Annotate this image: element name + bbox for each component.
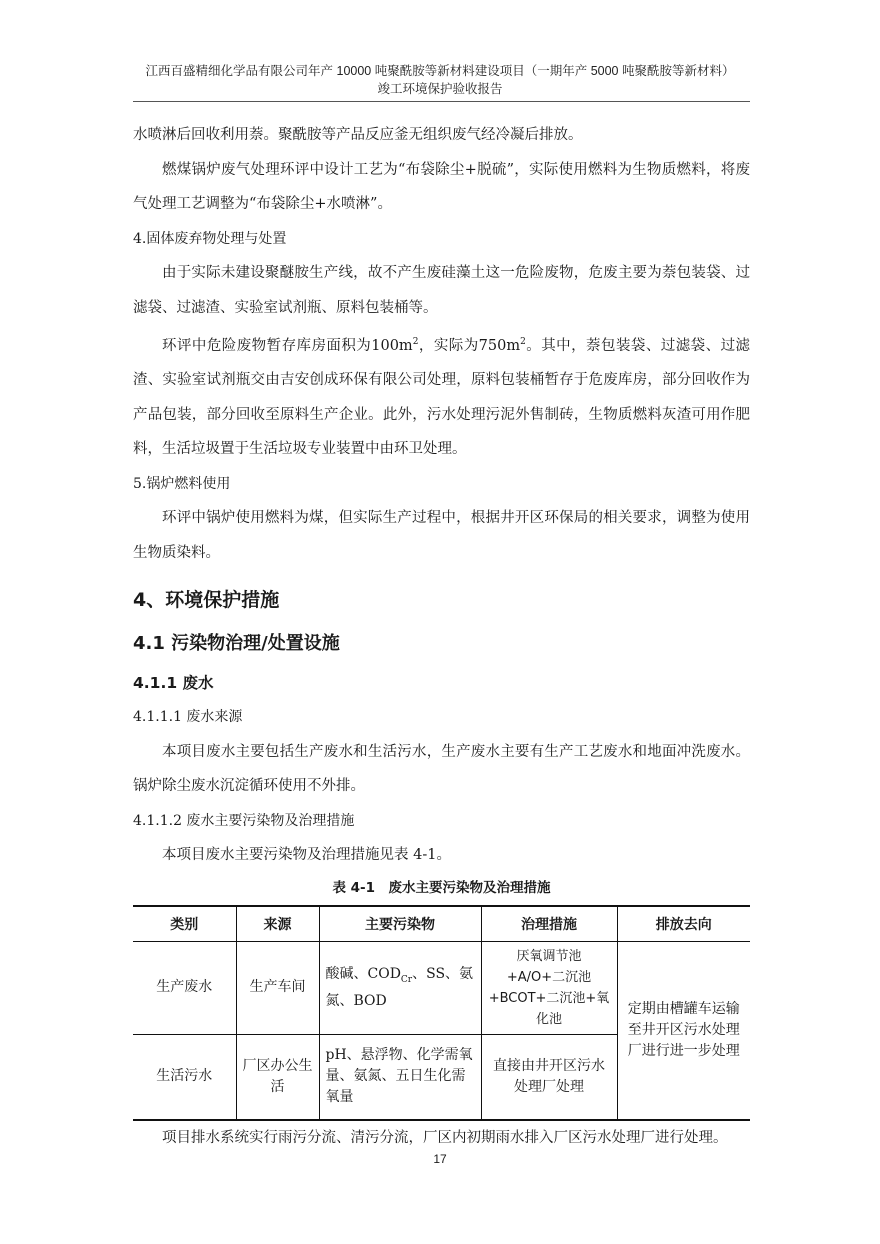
header-source: 来源 [236,906,319,942]
p4-post: 。其中，萘包装袋、过滤袋、过滤渣、实验室试剂瓶交由吉安创成环保有限公司处理，原料包装桶暂存于危废库房，部分回收作为产品包装，部分回收至原料生产企业。此外，污水处理污泥外售制砖，生物质燃料灰渣可用作肥料，生活垃圾置于生活垃圾专业装置中由环卫处理。 [133,337,751,458]
section-heading-4-1-1: 4.1.1 废水 [133,674,214,693]
paragraph-5: 环评中锅炉使用燃料为煤，但实际生产过程中，根据井开区环保局的相关要求，调整为使用生物质染料。 [133,510,750,561]
paragraph-drainage: 项目排水系统实行雨污分流、清污分流，厂区内初期雨水排入厂区污水处理厂进行处理。 [162,1129,728,1146]
header-line-1: 江西百盛精细化学品有限公司年产 10000 吨聚酰胺等新材料建设项目（一期年产 5000 吨聚酰胺等新材料） [145,64,735,78]
section-heading-4: 4、环境保护措施 [133,589,280,612]
cell-pollutants: pH、悬浮物、化学需氧量、氨氮、五日生化需氧量 [319,1034,481,1120]
header-category: 类别 [133,906,236,942]
page-header [120,62,760,98]
paragraph-4 [133,325,750,467]
p4-sq-a: 2 [412,337,419,347]
page-number: 17 [433,1152,447,1166]
p4-area-b: 750m [478,337,521,354]
header-destination: 排放去向 [617,906,750,942]
subheading-4-1-1-2: 4.1.1.2 废水主要污染物及治理措施 [133,812,355,829]
header-rule [133,101,750,102]
cell-pollutants [319,941,481,1034]
p4-area-a: 100m [371,337,413,354]
cell-source: 厂区办公生活 [236,1034,319,1120]
pollutants-post: 、SS、氨氮、BOD [325,965,474,1009]
section-heading-4-1: 4.1 污染物治理/处置设施 [133,633,340,655]
header-treatment: 治理措施 [481,906,617,942]
cell-treatment: 厌氧调节池+A/O+二沉池+BCOT+二沉池+氧化池 [481,941,617,1034]
cell-destination: 定期由槽罐车运输至井开区污水处理厂进行进一步处理 [617,941,750,1120]
subheading-solid-waste: 4.固体废弃物处理与处置 [133,230,287,247]
paragraph-1: 水喷淋后回收利用萘。聚酰胺等产品反应釜无组织废气经冷凝后排放。 [133,127,583,143]
cell-source: 生产车间 [236,941,319,1034]
subheading-boiler-fuel: 5.锅炉燃料使用 [133,475,231,492]
pollutants-pre: 酸碱、COD [325,965,401,982]
p4-sq-b: 2 [520,337,526,347]
p4-pre: 环评中危险废物暂存库房面积为 [162,337,372,354]
header-line-2: 竣工环境保护验收报告 [377,82,503,96]
page-content [133,118,750,1155]
p4-mid: ，实际为 [418,337,479,354]
paragraph-wastewater-source: 本项目废水主要包括生产废水和生活污水，生产废水主要有生产工艺废水和地面冲洗废水。锅炉除尘废水沉淀循环使用不外排。 [133,743,750,795]
table-row [133,941,750,1034]
pollutants-sub: Cr [400,974,413,985]
wastewater-table [133,905,750,1121]
paragraph-table-intro: 本项目废水主要污染物及治理措施见表 4-1。 [162,847,451,864]
subheading-4-1-1-1: 4.1.1.1 废水来源 [133,709,243,726]
cell-treatment: 直接由井开区污水处理厂处理 [481,1034,617,1120]
table-header-row [133,906,750,942]
table-caption: 表 4-1 废水主要污染物及治理措施 [332,879,551,896]
cell-category: 生活污水 [133,1034,236,1120]
paragraph-2: 燃煤锅炉废气处理环评中设计工艺为“布袋除尘+脱硫”，实际使用燃料为生物质燃料，将废气处理工艺调整为“布袋除尘+水喷淋”。 [133,161,750,212]
paragraph-3: 由于实际未建设聚醚胺生产线，故不产生废硅藻土这一危险废物，危废主要为萘包装袋、过滤袋、过滤渣、实验室试剂瓶、原料包装桶等。 [133,265,750,316]
header-pollutants: 主要污染物 [319,906,481,942]
cell-category: 生产废水 [133,941,236,1034]
